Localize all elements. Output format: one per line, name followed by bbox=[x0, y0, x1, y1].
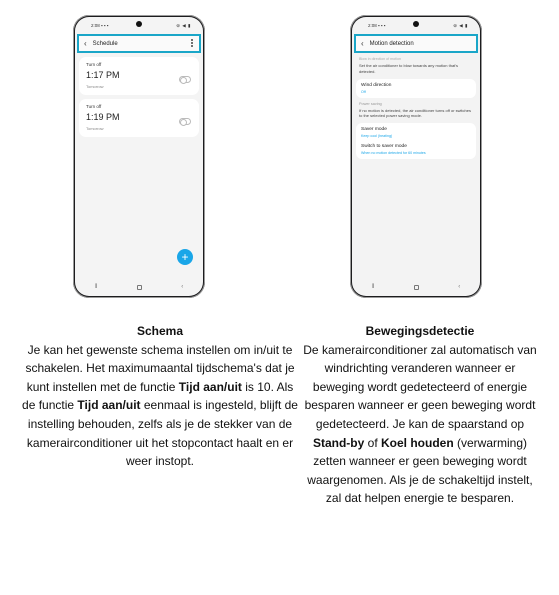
phone-schedule bbox=[73, 15, 205, 298]
schedule-action: Turn off bbox=[86, 62, 102, 67]
schedule-time: 1:17 PM bbox=[86, 70, 120, 80]
back-arrow-icon[interactable]: ‹ bbox=[84, 38, 87, 48]
schedule-card-2[interactable] bbox=[79, 99, 199, 137]
app-bar bbox=[77, 34, 201, 53]
schedule-card-1[interactable] bbox=[79, 57, 199, 95]
nav-back-icon[interactable]: ‹ bbox=[458, 284, 461, 290]
schedule-heading: Schema bbox=[136, 324, 184, 338]
motion-detection-screen bbox=[352, 17, 480, 296]
caption-text: Je kan het gewenste schema instellen om in/uit te schakelen. Het maximumaantal tijdschema's dat je kunt instellen met de functie Tijd aan/uit is 10. Als de functie Tijd aan/uit eenmaal is ingesteld, blijft de instelling behouden, zelfs als je de stekker van de kamerairconditioner uit het stopcontact haalt en er weer instopt. bbox=[22, 342, 298, 469]
more-options-icon[interactable] bbox=[191, 39, 193, 47]
saver-mode-value: Keep cool (heating) bbox=[361, 134, 393, 139]
home-icon[interactable] bbox=[137, 285, 142, 290]
recent-apps-icon[interactable]: ⦀ bbox=[94, 283, 98, 290]
status-time: 2:08 ▪ ▪ ▪ bbox=[368, 23, 386, 28]
status-icons: ⊜ ◀ ▮ bbox=[176, 22, 191, 28]
nav-back-icon[interactable]: ‹ bbox=[181, 284, 184, 290]
switch-saver-mode-setting[interactable] bbox=[361, 144, 471, 155]
camera-hole bbox=[136, 21, 142, 27]
schedule-screen bbox=[75, 17, 203, 296]
power-saving-heading: Power saving bbox=[359, 101, 382, 106]
blow-direction-text: Set the air conditioner to blow towards any motion that's detected. bbox=[359, 63, 459, 74]
camera-hole bbox=[413, 21, 419, 27]
schedule-action: Turn off bbox=[86, 104, 102, 109]
switch-saver-mode-value: When no motion detected for 60 minutes bbox=[361, 151, 426, 156]
motion-settings bbox=[352, 53, 480, 159]
home-icon[interactable] bbox=[414, 285, 419, 290]
switch-saver-mode-title: Switch to saver mode bbox=[361, 144, 407, 150]
nav-bar bbox=[75, 278, 203, 296]
add-schedule-button[interactable]: + bbox=[177, 249, 193, 265]
power-saving-text: If no motion is detected, the air conditioner turns off or switches to the selected power saving mode. bbox=[359, 107, 471, 119]
motion-detection-heading: Bewegingsdetectie bbox=[365, 324, 475, 338]
wind-direction-title: Wind direction bbox=[361, 82, 392, 88]
app-bar bbox=[354, 34, 478, 53]
saver-settings-card bbox=[356, 123, 476, 159]
schedule-time: 1:19 PM bbox=[86, 112, 120, 122]
saver-mode-title: Saver mode bbox=[361, 127, 387, 133]
saver-mode-setting[interactable] bbox=[361, 127, 471, 138]
schedule-day: Tomorrow bbox=[86, 84, 104, 89]
wind-direction-setting[interactable] bbox=[356, 79, 476, 98]
schedule-toggle[interactable] bbox=[179, 118, 191, 125]
phone-motion-detection bbox=[350, 15, 482, 298]
recent-apps-icon[interactable]: ⦀ bbox=[371, 283, 375, 290]
status-time: 2:08 ▪ ▪ ▪ bbox=[91, 23, 109, 28]
wind-direction-value: Off bbox=[361, 89, 366, 94]
schedule-caption bbox=[20, 322, 300, 471]
status-icons: ⊜ ◀ ▮ bbox=[453, 22, 468, 28]
schedule-day: Tomorrow bbox=[86, 126, 104, 131]
back-arrow-icon[interactable]: ‹ bbox=[361, 38, 364, 48]
page-title: Schedule bbox=[92, 40, 118, 47]
schedule-toggle[interactable] bbox=[179, 76, 191, 83]
caption-text: De kamerairconditioner zal automatisch van windrichting veranderen wanneer er beweging wordt gedetecteerd of energie besparen wanneer er geen beweging wordt gedetecteerd. Je kan de spaarstand op Stand-by of Koel houden (verwarming) zetten wanneer er geen beweging wordt waargenomen. Als je de schakeltijd instelt, zal dat helpen energie te besparen. bbox=[303, 342, 537, 506]
blow-direction-heading: Blow in direction of motion bbox=[359, 57, 401, 61]
motion-detection-caption bbox=[300, 322, 540, 508]
nav-bar bbox=[352, 278, 480, 296]
page-title: Motion detection bbox=[369, 40, 414, 47]
